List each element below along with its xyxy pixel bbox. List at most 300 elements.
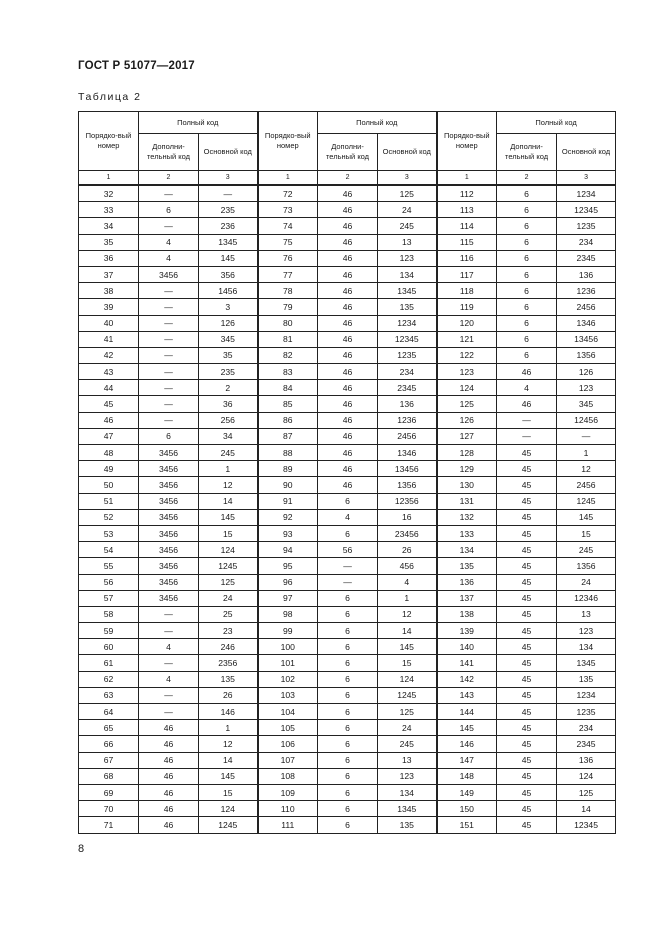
main-code-cell: 2345: [378, 380, 437, 396]
additional-code-cell: 6: [497, 218, 557, 234]
additional-code-cell: 6: [318, 525, 378, 541]
ordinal-cell: 148: [437, 768, 497, 784]
ordinal-cell: 65: [79, 720, 139, 736]
ordinal-cell: 71: [79, 817, 139, 833]
additional-code-cell: 45: [497, 558, 557, 574]
additional-code-cell: 45: [497, 704, 557, 720]
table-row: [79, 509, 616, 525]
main-code-cell: 35: [199, 347, 258, 363]
ordinal-cell: 78: [258, 283, 318, 299]
table-row: [79, 606, 616, 622]
main-code-cell: 124: [378, 671, 437, 687]
additional-code-cell: 6: [497, 185, 557, 202]
ordinal-cell: 45: [79, 396, 139, 412]
document-header: ГОСТ Р 51077—2017: [78, 60, 195, 72]
main-code-cell: 345: [557, 396, 616, 412]
main-code-cell: 125: [378, 704, 437, 720]
ordinal-cell: 112: [437, 185, 497, 202]
ordinal-cell: 77: [258, 266, 318, 282]
main-code-cell: 2345: [557, 736, 616, 752]
main-code-cell: 12345: [557, 817, 616, 833]
table-row: [79, 817, 616, 833]
additional-code-cell: 6: [497, 202, 557, 218]
code-table: [78, 111, 616, 834]
additional-code-cell: —: [139, 655, 199, 671]
main-code-cell: 456: [378, 558, 437, 574]
ordinal-cell: 149: [437, 784, 497, 800]
main-code-cell: 4: [378, 574, 437, 590]
main-code-cell: 2356: [199, 655, 258, 671]
main-code-cell: 126: [557, 364, 616, 380]
additional-code-cell: —: [318, 558, 378, 574]
ordinal-cell: 101: [258, 655, 318, 671]
ordinal-cell: 74: [258, 218, 318, 234]
ordinal-cell: 41: [79, 331, 139, 347]
column-number: 1: [437, 171, 497, 186]
table-row: [79, 752, 616, 768]
additional-code-cell: 45: [497, 801, 557, 817]
column-number: 3: [557, 171, 616, 186]
header-additional-code: Дополни-тельный код: [318, 134, 378, 171]
ordinal-cell: 42: [79, 347, 139, 363]
additional-code-cell: —: [139, 380, 199, 396]
additional-code-cell: 46: [139, 752, 199, 768]
table-row: [79, 396, 616, 412]
main-code-cell: 12: [199, 477, 258, 493]
table-row: [79, 671, 616, 687]
ordinal-cell: 90: [258, 477, 318, 493]
additional-code-cell: 3456: [139, 509, 199, 525]
additional-code-cell: 45: [497, 542, 557, 558]
additional-code-cell: 45: [497, 639, 557, 655]
ordinal-cell: 151: [437, 817, 497, 833]
main-code-cell: 13: [557, 606, 616, 622]
main-code-cell: —: [199, 185, 258, 202]
additional-code-cell: 6: [497, 283, 557, 299]
additional-code-cell: 45: [497, 509, 557, 525]
main-code-cell: 1245: [199, 817, 258, 833]
additional-code-cell: 6: [318, 817, 378, 833]
main-code-cell: 3: [199, 299, 258, 315]
main-code-cell: 15: [199, 525, 258, 541]
ordinal-cell: 53: [79, 525, 139, 541]
additional-code-cell: 46: [318, 428, 378, 444]
additional-code-cell: 46: [318, 218, 378, 234]
ordinal-cell: 116: [437, 250, 497, 266]
ordinal-cell: 131: [437, 493, 497, 509]
main-code-cell: 2: [199, 380, 258, 396]
additional-code-cell: 6: [318, 801, 378, 817]
ordinal-cell: 123: [437, 364, 497, 380]
main-code-cell: 12346: [557, 590, 616, 606]
main-code-cell: 2456: [378, 428, 437, 444]
ordinal-cell: 73: [258, 202, 318, 218]
ordinal-cell: 121: [437, 331, 497, 347]
header-full-code: Полный код: [497, 112, 616, 134]
additional-code-cell: 46: [497, 396, 557, 412]
additional-code-cell: —: [139, 185, 199, 202]
ordinal-cell: 32: [79, 185, 139, 202]
column-number: 2: [139, 171, 199, 186]
additional-code-cell: —: [139, 315, 199, 331]
header-ordinal: Порядко-вый номер: [258, 112, 318, 171]
main-code-cell: 123: [378, 250, 437, 266]
main-code-cell: 14: [378, 623, 437, 639]
additional-code-cell: 4: [497, 380, 557, 396]
ordinal-cell: 129: [437, 461, 497, 477]
ordinal-cell: 87: [258, 428, 318, 444]
main-code-cell: 1345: [199, 234, 258, 250]
main-code-cell: 1235: [378, 347, 437, 363]
ordinal-cell: 92: [258, 509, 318, 525]
additional-code-cell: 46: [139, 768, 199, 784]
main-code-cell: 12: [199, 736, 258, 752]
ordinal-cell: 145: [437, 720, 497, 736]
table-row: [79, 299, 616, 315]
additional-code-cell: 6: [497, 250, 557, 266]
ordinal-cell: 122: [437, 347, 497, 363]
additional-code-cell: —: [139, 412, 199, 428]
main-code-cell: 125: [199, 574, 258, 590]
additional-code-cell: 46: [318, 266, 378, 282]
ordinal-cell: 49: [79, 461, 139, 477]
main-code-cell: 1236: [378, 412, 437, 428]
main-code-cell: 14: [199, 493, 258, 509]
ordinal-cell: 144: [437, 704, 497, 720]
table-row: [79, 218, 616, 234]
main-code-cell: 12345: [557, 202, 616, 218]
ordinal-cell: 115: [437, 234, 497, 250]
main-code-cell: 23456: [378, 525, 437, 541]
ordinal-cell: 99: [258, 623, 318, 639]
ordinal-cell: 84: [258, 380, 318, 396]
table-row: [79, 250, 616, 266]
additional-code-cell: —: [139, 347, 199, 363]
ordinal-cell: 128: [437, 445, 497, 461]
main-code-cell: 1234: [378, 315, 437, 331]
additional-code-cell: 45: [497, 623, 557, 639]
table-row: [79, 331, 616, 347]
main-code-cell: 15: [378, 655, 437, 671]
ordinal-cell: 138: [437, 606, 497, 622]
ordinal-cell: 86: [258, 412, 318, 428]
ordinal-cell: 142: [437, 671, 497, 687]
ordinal-cell: 114: [437, 218, 497, 234]
ordinal-cell: 81: [258, 331, 318, 347]
ordinal-cell: 124: [437, 380, 497, 396]
main-code-cell: 125: [378, 185, 437, 202]
additional-code-cell: 6: [318, 768, 378, 784]
ordinal-cell: 69: [79, 784, 139, 800]
column-number: 1: [79, 171, 139, 186]
additional-code-cell: 56: [318, 542, 378, 558]
main-code-cell: 1: [199, 461, 258, 477]
ordinal-cell: 58: [79, 606, 139, 622]
additional-code-cell: 6: [318, 720, 378, 736]
additional-code-cell: 45: [497, 817, 557, 833]
table-caption: Таблица 2: [78, 91, 142, 103]
additional-code-cell: 4: [139, 234, 199, 250]
main-code-cell: 15: [557, 525, 616, 541]
additional-code-cell: 46: [318, 250, 378, 266]
header-ordinal: Порядко-вый номер: [79, 112, 139, 171]
ordinal-cell: 94: [258, 542, 318, 558]
main-code-cell: 26: [378, 542, 437, 558]
ordinal-cell: 46: [79, 412, 139, 428]
additional-code-cell: 46: [318, 315, 378, 331]
additional-code-cell: 45: [497, 477, 557, 493]
column-number: 3: [378, 171, 437, 186]
additional-code-cell: 45: [497, 784, 557, 800]
additional-code-cell: 3456: [139, 590, 199, 606]
main-code-cell: 256: [199, 412, 258, 428]
additional-code-cell: —: [139, 623, 199, 639]
additional-code-cell: 46: [318, 299, 378, 315]
additional-code-cell: 6: [139, 202, 199, 218]
ordinal-cell: 83: [258, 364, 318, 380]
main-code-cell: 245: [199, 445, 258, 461]
main-code-cell: 135: [199, 671, 258, 687]
main-code-cell: 245: [378, 736, 437, 752]
additional-code-cell: 6: [318, 493, 378, 509]
ordinal-cell: 39: [79, 299, 139, 315]
ordinal-cell: 67: [79, 752, 139, 768]
additional-code-cell: 45: [497, 461, 557, 477]
additional-code-cell: 45: [497, 720, 557, 736]
main-code-cell: 26: [199, 687, 258, 703]
main-code-cell: 1346: [557, 315, 616, 331]
additional-code-cell: —: [139, 687, 199, 703]
main-code-cell: 235: [199, 364, 258, 380]
additional-code-cell: 46: [318, 461, 378, 477]
header-full-code: Полный код: [139, 112, 258, 134]
code-table-container: [78, 111, 615, 834]
ordinal-cell: 48: [79, 445, 139, 461]
main-code-cell: 145: [378, 639, 437, 655]
ordinal-cell: 60: [79, 639, 139, 655]
column-number: 2: [318, 171, 378, 186]
main-code-cell: 134: [557, 639, 616, 655]
ordinal-cell: 56: [79, 574, 139, 590]
main-code-cell: 23: [199, 623, 258, 639]
main-code-cell: 145: [199, 768, 258, 784]
ordinal-cell: 103: [258, 687, 318, 703]
ordinal-cell: 36: [79, 250, 139, 266]
main-code-cell: 12: [378, 606, 437, 622]
table-row: [79, 185, 616, 202]
ordinal-cell: 133: [437, 525, 497, 541]
ordinal-cell: 117: [437, 266, 497, 282]
ordinal-cell: 109: [258, 784, 318, 800]
main-code-cell: 13: [378, 752, 437, 768]
additional-code-cell: 46: [318, 364, 378, 380]
additional-code-cell: 46: [318, 412, 378, 428]
main-code-cell: 15: [199, 784, 258, 800]
main-code-cell: 34: [199, 428, 258, 444]
additional-code-cell: 6: [318, 590, 378, 606]
header-ordinal: Порядко-вый номер: [437, 112, 497, 171]
main-code-cell: 12456: [557, 412, 616, 428]
additional-code-cell: 6: [318, 687, 378, 703]
main-code-cell: 135: [378, 817, 437, 833]
ordinal-cell: 54: [79, 542, 139, 558]
main-code-cell: 1356: [557, 558, 616, 574]
table-row: [79, 477, 616, 493]
table-row: [79, 768, 616, 784]
table-row: [79, 380, 616, 396]
main-code-cell: 14: [199, 752, 258, 768]
additional-code-cell: 45: [497, 606, 557, 622]
ordinal-cell: 139: [437, 623, 497, 639]
table-row: [79, 639, 616, 655]
additional-code-cell: 6: [497, 266, 557, 282]
additional-code-cell: 46: [318, 331, 378, 347]
additional-code-cell: 46: [318, 234, 378, 250]
additional-code-cell: 4: [139, 671, 199, 687]
main-code-cell: 356: [199, 266, 258, 282]
ordinal-cell: 110: [258, 801, 318, 817]
additional-code-cell: 3456: [139, 558, 199, 574]
additional-code-cell: 46: [497, 364, 557, 380]
main-code-cell: 1345: [378, 801, 437, 817]
additional-code-cell: 45: [497, 671, 557, 687]
table-row: [79, 461, 616, 477]
ordinal-cell: 140: [437, 639, 497, 655]
ordinal-cell: 52: [79, 509, 139, 525]
additional-code-cell: 6: [318, 784, 378, 800]
additional-code-cell: 4: [139, 639, 199, 655]
additional-code-cell: 3456: [139, 266, 199, 282]
main-code-cell: 1245: [557, 493, 616, 509]
ordinal-cell: 75: [258, 234, 318, 250]
ordinal-cell: 96: [258, 574, 318, 590]
main-code-cell: 1456: [199, 283, 258, 299]
additional-code-cell: 3456: [139, 477, 199, 493]
table-row: [79, 542, 616, 558]
additional-code-cell: 3456: [139, 542, 199, 558]
ordinal-cell: 113: [437, 202, 497, 218]
main-code-cell: 2345: [557, 250, 616, 266]
main-code-cell: —: [557, 428, 616, 444]
main-code-cell: 1235: [557, 218, 616, 234]
additional-code-cell: 45: [497, 736, 557, 752]
ordinal-cell: 106: [258, 736, 318, 752]
main-code-cell: 16: [378, 509, 437, 525]
ordinal-cell: 97: [258, 590, 318, 606]
ordinal-cell: 125: [437, 396, 497, 412]
table-row: [79, 283, 616, 299]
additional-code-cell: 6: [318, 623, 378, 639]
additional-code-cell: 6: [318, 655, 378, 671]
additional-code-cell: 3456: [139, 493, 199, 509]
additional-code-cell: 45: [497, 590, 557, 606]
main-code-cell: 13: [378, 234, 437, 250]
main-code-cell: 234: [557, 234, 616, 250]
main-code-cell: 1356: [378, 477, 437, 493]
main-code-cell: 2456: [557, 299, 616, 315]
main-code-cell: 135: [378, 299, 437, 315]
additional-code-cell: 6: [318, 606, 378, 622]
main-code-cell: 1236: [557, 283, 616, 299]
main-code-cell: 235: [199, 202, 258, 218]
ordinal-cell: 85: [258, 396, 318, 412]
main-code-cell: 345: [199, 331, 258, 347]
additional-code-cell: 45: [497, 574, 557, 590]
main-code-cell: 12: [557, 461, 616, 477]
additional-code-cell: 6: [318, 671, 378, 687]
additional-code-cell: 46: [318, 283, 378, 299]
ordinal-cell: 80: [258, 315, 318, 331]
ordinal-cell: 61: [79, 655, 139, 671]
table-row: [79, 202, 616, 218]
main-code-cell: 12345: [378, 331, 437, 347]
additional-code-cell: 46: [139, 720, 199, 736]
main-code-cell: 36: [199, 396, 258, 412]
ordinal-cell: 119: [437, 299, 497, 315]
additional-code-cell: 46: [318, 347, 378, 363]
ordinal-cell: 89: [258, 461, 318, 477]
main-code-cell: 25: [199, 606, 258, 622]
additional-code-cell: —: [139, 283, 199, 299]
main-code-cell: 146: [199, 704, 258, 720]
ordinal-cell: 59: [79, 623, 139, 639]
main-code-cell: 24: [557, 574, 616, 590]
main-code-cell: 24: [378, 202, 437, 218]
additional-code-cell: 3456: [139, 525, 199, 541]
ordinal-cell: 104: [258, 704, 318, 720]
additional-code-cell: —: [318, 574, 378, 590]
ordinal-cell: 64: [79, 704, 139, 720]
ordinal-cell: 91: [258, 493, 318, 509]
ordinal-cell: 130: [437, 477, 497, 493]
table-row: [79, 364, 616, 380]
table-row: [79, 315, 616, 331]
column-number: 3: [199, 171, 258, 186]
additional-code-cell: 45: [497, 687, 557, 703]
column-number: 2: [497, 171, 557, 186]
additional-code-cell: 6: [318, 704, 378, 720]
header-additional-code: Дополни-тельный код: [139, 134, 199, 171]
additional-code-cell: 46: [318, 396, 378, 412]
additional-code-cell: —: [139, 331, 199, 347]
ordinal-cell: 50: [79, 477, 139, 493]
table-row: [79, 720, 616, 736]
additional-code-cell: 3456: [139, 461, 199, 477]
ordinal-cell: 44: [79, 380, 139, 396]
additional-code-cell: 46: [139, 817, 199, 833]
ordinal-cell: 132: [437, 509, 497, 525]
additional-code-cell: 46: [318, 202, 378, 218]
main-code-cell: 24: [378, 720, 437, 736]
main-code-cell: 125: [557, 784, 616, 800]
header-full-code: Полный код: [318, 112, 437, 134]
main-code-cell: 1234: [557, 185, 616, 202]
ordinal-cell: 79: [258, 299, 318, 315]
ordinal-cell: 51: [79, 493, 139, 509]
ordinal-cell: 108: [258, 768, 318, 784]
additional-code-cell: —: [497, 412, 557, 428]
main-code-cell: 136: [378, 396, 437, 412]
main-code-cell: 245: [557, 542, 616, 558]
additional-code-cell: 45: [497, 493, 557, 509]
table-row: [79, 784, 616, 800]
additional-code-cell: 45: [497, 752, 557, 768]
table-row: [79, 623, 616, 639]
ordinal-cell: 98: [258, 606, 318, 622]
main-code-cell: 123: [378, 768, 437, 784]
ordinal-cell: 118: [437, 283, 497, 299]
ordinal-cell: 35: [79, 234, 139, 250]
